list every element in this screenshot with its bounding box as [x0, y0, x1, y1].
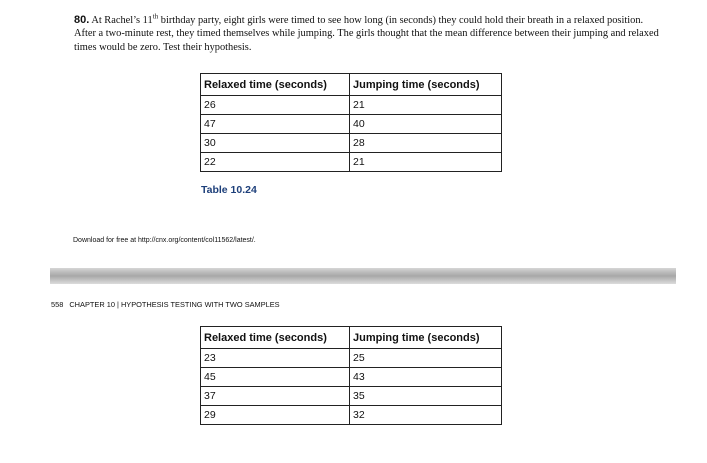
jumping-time-cell: 21	[350, 153, 502, 172]
problem-text-rest: birthday party, eight girls were timed to see how long (in seconds) they could hold their breath in a relaxed position. After a two-minute rest, they timed themselves while jumping. The girls thought that the mean difference between their jumping and relaxed times would be zero. Test their hypothesis.	[74, 15, 659, 53]
table-row	[201, 349, 502, 368]
table-row	[201, 115, 502, 134]
page-number: 558	[51, 300, 64, 309]
jumping-time-cell: 25	[350, 349, 502, 368]
problem-number: 80.	[74, 14, 90, 26]
table-caption: Table 10.24	[201, 184, 257, 196]
relaxed-time-cell: 26	[201, 96, 350, 115]
jumping-time-cell: 43	[350, 368, 502, 387]
breath-times-table-bottom	[200, 326, 502, 425]
relaxed-time-cell: 23	[201, 349, 350, 368]
chapter-title: CHAPTER 10 | HYPOTHESIS TESTING WITH TWO SAMPLES	[69, 300, 280, 309]
problem-superscript: th	[152, 12, 159, 21]
jumping-time-cell: 32	[350, 406, 502, 425]
relaxed-time-cell: 47	[201, 115, 350, 134]
relaxed-time-cell: 37	[201, 387, 350, 406]
breath-times-table-top	[200, 73, 502, 172]
table-row	[201, 134, 502, 153]
problem-statement	[74, 14, 664, 54]
relaxed-time-cell: 45	[201, 368, 350, 387]
running-header	[51, 300, 280, 309]
relaxed-time-cell: 22	[201, 153, 350, 172]
table-header-row	[201, 327, 502, 349]
jumping-time-cell: 21	[350, 96, 502, 115]
header-relaxed-time: Relaxed time (seconds)	[201, 327, 350, 349]
table-row	[201, 387, 502, 406]
page-break-divider	[50, 268, 676, 284]
jumping-time-cell: 40	[350, 115, 502, 134]
jumping-time-cell: 35	[350, 387, 502, 406]
problem-text-start: At Rachel’s 11	[89, 15, 153, 26]
relaxed-time-cell: 29	[201, 406, 350, 425]
relaxed-time-cell: 30	[201, 134, 350, 153]
table-row	[201, 406, 502, 425]
download-footer: Download for free at http://cnx.org/content/col11562/latest/.	[73, 237, 256, 244]
table-row	[201, 368, 502, 387]
header-jumping-time: Jumping time (seconds)	[350, 74, 502, 96]
table-row	[201, 96, 502, 115]
jumping-time-cell: 28	[350, 134, 502, 153]
header-relaxed-time: Relaxed time (seconds)	[201, 74, 350, 96]
table-header-row	[201, 74, 502, 96]
table-row	[201, 153, 502, 172]
header-jumping-time: Jumping time (seconds)	[350, 327, 502, 349]
